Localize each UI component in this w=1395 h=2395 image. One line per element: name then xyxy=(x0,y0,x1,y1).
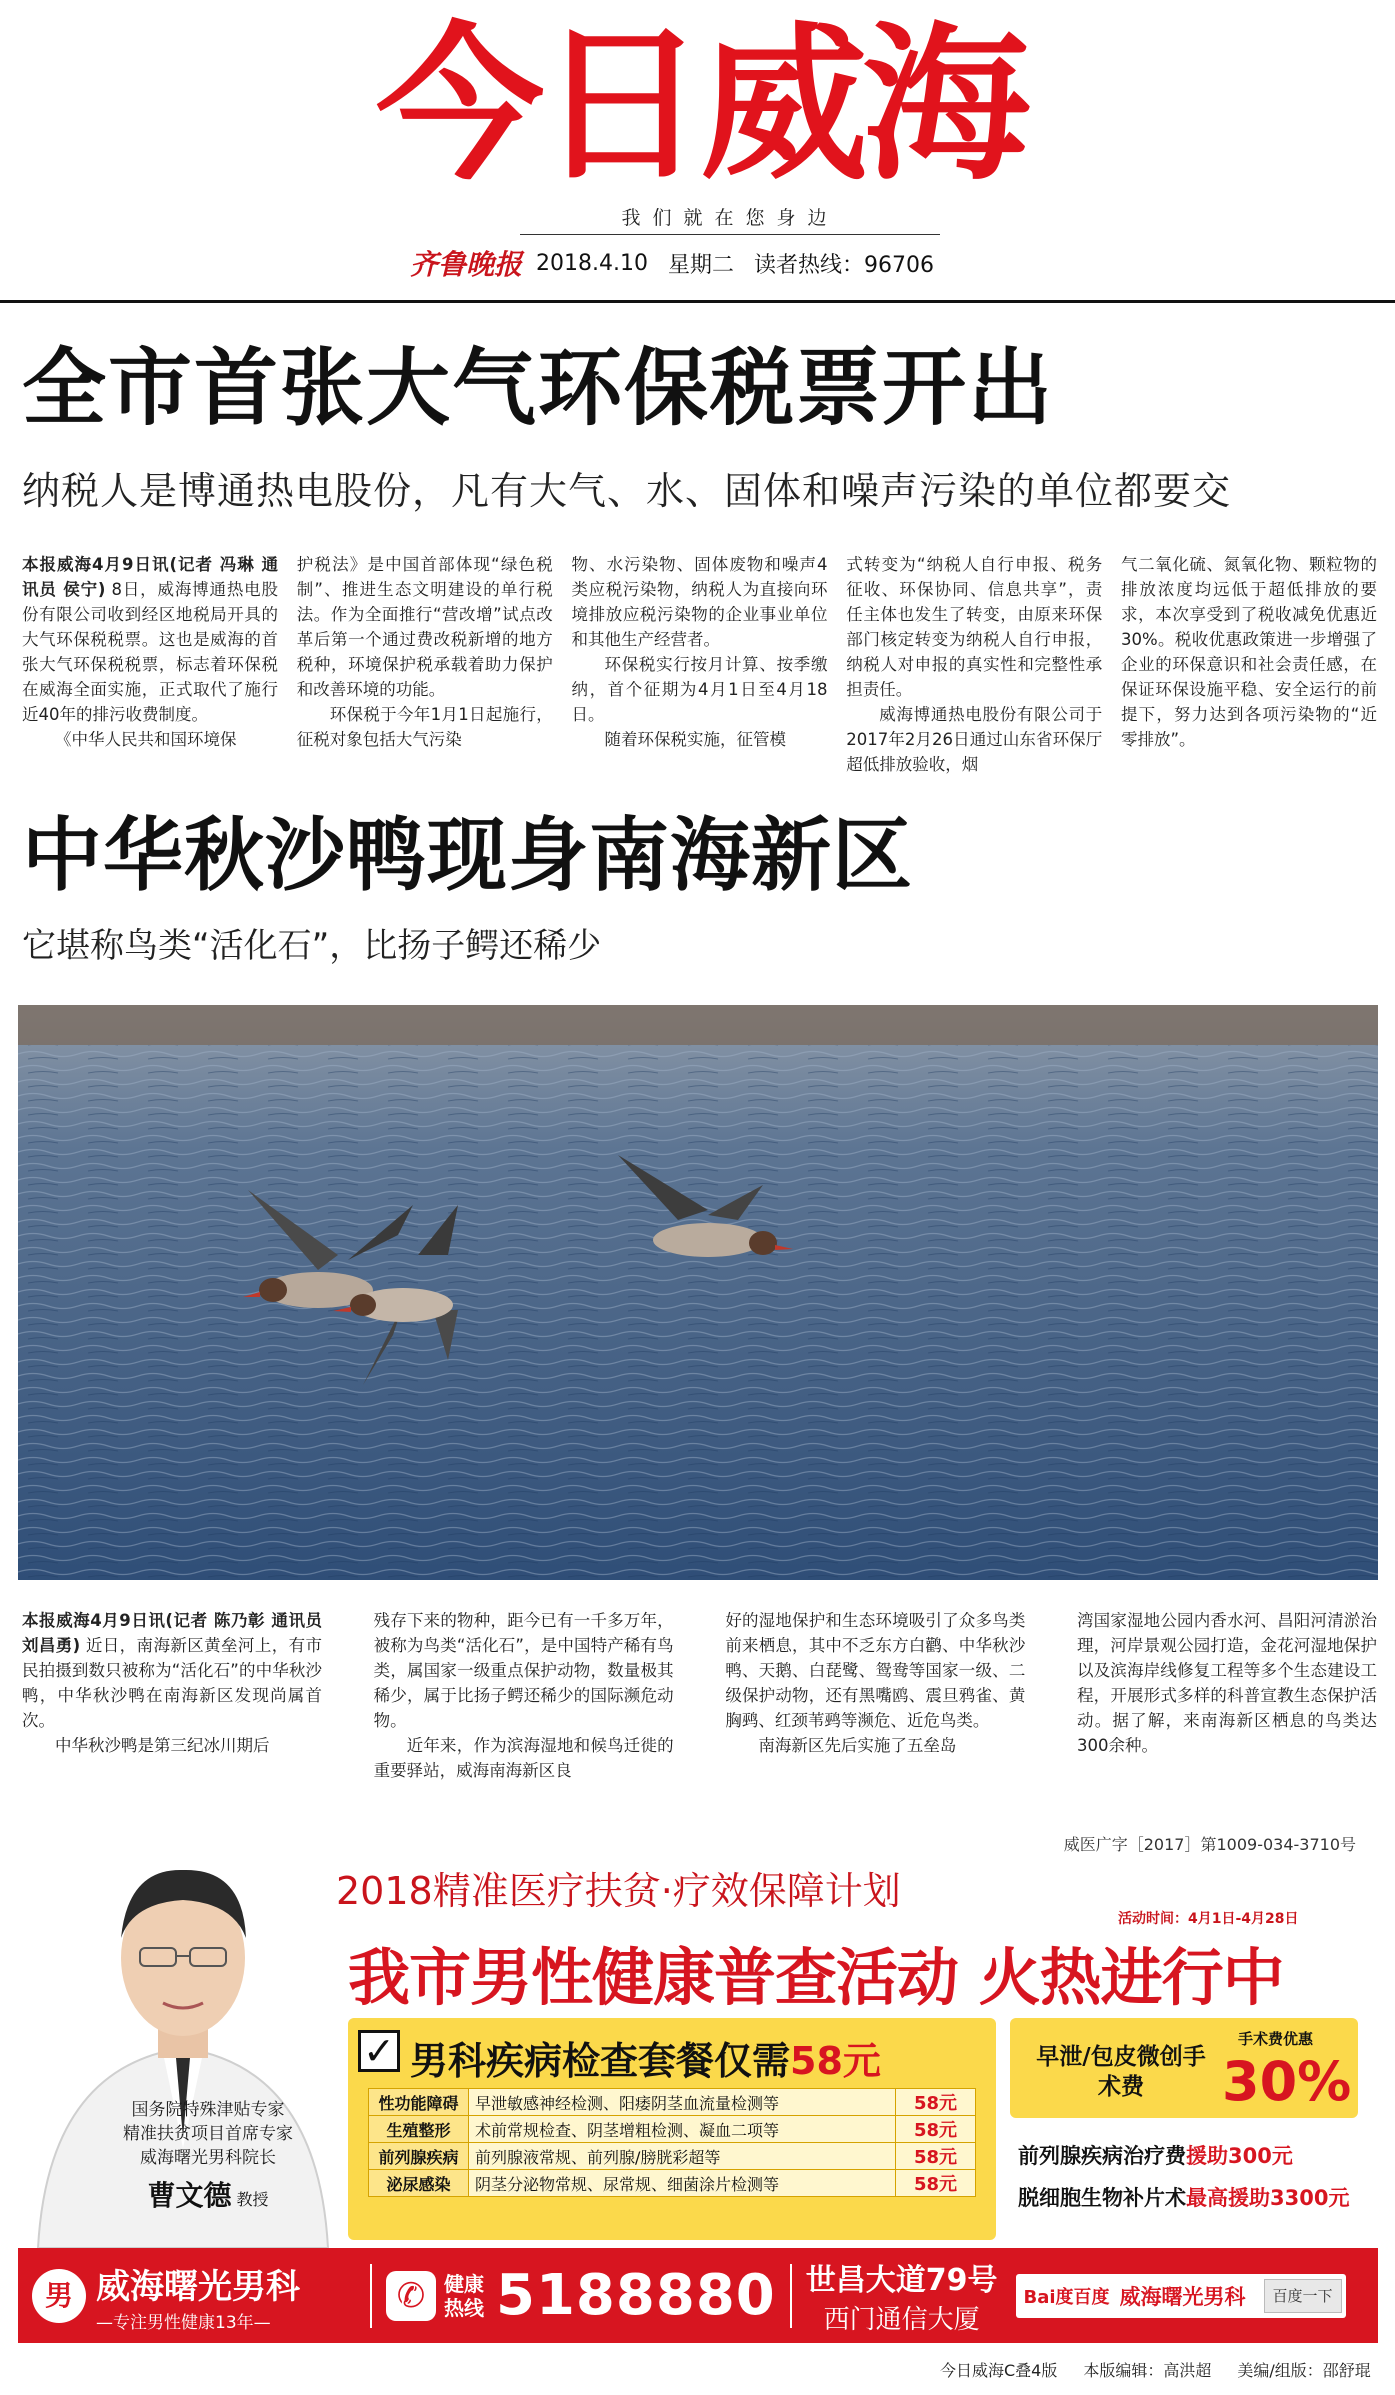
article2-body xyxy=(22,1608,1377,1808)
editor-credit: 本版编辑：高洪超 xyxy=(1083,2361,1212,2380)
hospital-identity xyxy=(96,2259,356,2333)
issue-line xyxy=(410,245,954,281)
ad-slogan: 2018精准医疗扶贫·疗效保障计划 xyxy=(336,1869,901,1913)
package-items: 前列腺液常规、前列腺/膀胱彩超等 xyxy=(469,2143,896,2170)
article1-paragraph: 随着环保税实施，征管模 xyxy=(604,730,786,749)
checkup-package-box xyxy=(348,2018,996,2240)
ad-period: 活动时间：4月1日-4月28日 xyxy=(1118,1911,1299,1927)
aid-amount: 最高援助3300元 xyxy=(1186,2186,1350,2210)
article1-headline: 全市首张大气环保税票开出 xyxy=(22,339,1055,437)
ad-license-number: 威医广字［2017］第1009-034-3710号 xyxy=(1063,1835,1356,1854)
doctor-caption xyxy=(88,2098,328,2214)
checkmark-icon: ✓ xyxy=(358,2030,400,2072)
package-title-text: 男科疾病检查套餐仅需 xyxy=(410,2039,791,2083)
baidu-search-box xyxy=(1016,2274,1346,2318)
article2-paragraph: 近年来，作为滨海湿地和候鸟迁徙的重要驿站，威海南海新区良 xyxy=(373,1736,674,1780)
article1-column-4 xyxy=(846,552,1102,772)
design-credit: 美编/组版：邵舒琨 xyxy=(1237,2361,1371,2380)
article2-dateline: 本报威海4月9日讯(记者 陈乃彰 通讯员 刘昌勇) xyxy=(22,1611,322,1655)
package-items: 术前常规检查、阴茎增粗检测、凝血二项等 xyxy=(469,2116,896,2143)
hospital-name: 威海曙光男科 xyxy=(96,2266,300,2307)
aid-label: 脱细胞生物补片术 xyxy=(1018,2186,1186,2210)
article2-paragraph: 湾国家湿地公园内香水河、昌阳河清淤治理，河岸景观公园打造，金花河湿地保护以及滨海岸线修复工程等多个生态建设工程，开展形式多样的科普宣教生态保护活动。据了解，来南海新区栖息的鸟类达300余种。 xyxy=(1076,1611,1377,1755)
hospital-logo: 男 xyxy=(32,2269,86,2323)
article2-column-4 xyxy=(1077,1608,1377,1808)
table-row xyxy=(369,2170,976,2197)
article1-column-3 xyxy=(572,552,828,772)
article2-column-1 xyxy=(22,1608,322,1808)
article1-dateline: 本报威海4月9日讯(记者 冯琳 通讯员 侯宁) xyxy=(22,555,278,599)
package-price: 58元 xyxy=(896,2116,976,2143)
article2-headline: 中华秋沙鸭现身南海新区 xyxy=(22,809,913,902)
article2-paragraph: 残存下来的物种，距今已有一千多万年，被称为鸟类“活化石”，是中国特产稀有鸟类，属国家一级重点保护动物，数量极其稀少，属于比扬子鳄还稀少的国际濒危动物。 xyxy=(373,1611,674,1730)
masthead-divider xyxy=(0,300,1395,303)
package-title xyxy=(410,2030,881,2085)
footer-divider xyxy=(790,2264,792,2328)
table-row xyxy=(369,2089,976,2116)
aid-offer xyxy=(1018,2182,1349,2212)
article1-column-1 xyxy=(22,552,278,772)
package-price: 58元 xyxy=(896,2170,976,2197)
article1-subheadline: 纳税人是博通热电股份，凡有大气、水、固体和噪声污染的单位都要交 xyxy=(22,469,1232,513)
article1-column-5 xyxy=(1121,552,1377,772)
issue-weekday: 星期二 xyxy=(667,252,734,278)
article2-paragraph: 中华秋沙鸭是第三纪冰川期后 xyxy=(55,1736,270,1755)
address-line: 世昌大道79号 xyxy=(805,2263,998,2298)
package-category: 泌尿感染 xyxy=(369,2170,469,2197)
doctor-title: 威海曙光男科院长 xyxy=(140,2148,276,2168)
edition-label: 今日威海C叠4版 xyxy=(940,2361,1058,2380)
issue-date: 2018.4.10 xyxy=(536,250,648,276)
hotline-number: 5188880 xyxy=(496,2263,776,2328)
footer-divider xyxy=(370,2264,372,2328)
surgery-discount: 30% xyxy=(1222,2050,1352,2113)
aid-label: 前列腺疾病治疗费 xyxy=(1018,2144,1186,2168)
doctor-title: 精准扶贫项目首席专家 xyxy=(123,2124,293,2144)
doctor-portrait xyxy=(18,1808,348,2248)
article1-paragraph: 《中华人民共和国环境保 xyxy=(55,730,237,749)
masthead-slogan: 我们就在您身边 xyxy=(520,203,940,235)
article1-body xyxy=(22,552,1377,772)
aid-amount: 援助300元 xyxy=(1186,2144,1293,2168)
article1-paragraph: 威海博通热电股份有限公司于2017年2月26日通过山东省环保厅超低排放验收，烟 xyxy=(846,705,1103,774)
ad-headline: 我市男性健康普查活动 火热进行中 xyxy=(348,1941,1284,2014)
package-category: 前列腺疾病 xyxy=(369,2143,469,2170)
hotline-label: 健康热线 xyxy=(444,2271,484,2320)
ad-footer-bar xyxy=(18,2248,1378,2343)
phone-icon: ✆ xyxy=(386,2271,436,2321)
doctor-name: 曹文德 xyxy=(147,2179,232,2212)
surgery-name: 早泄/包皮微创手术费 xyxy=(1036,2044,1206,2100)
package-items: 早泄敏感神经检测、阳痿阴茎血流量检测等 xyxy=(469,2089,896,2116)
doctor-title: 国务院特殊津贴专家 xyxy=(131,2100,285,2120)
article2-column-3 xyxy=(725,1608,1025,1808)
masthead-title: 今日威海 xyxy=(376,7,1024,203)
article1-column-2 xyxy=(297,552,553,772)
surgery-discount-label: 手术费优惠 xyxy=(1238,2030,1314,2048)
search-button: 百度一下 xyxy=(1264,2279,1342,2313)
address-line: 西门通信大厦 xyxy=(823,2305,980,2335)
article2-text: 近日，南海新区黄垒河上，有市民拍摄到数只被称为“活化石”的中华秋沙鸭，中华秋沙鸭在南海新区发现尚属首次。 xyxy=(22,1636,323,1730)
article2-column-2 xyxy=(374,1608,674,1808)
package-title-price: 58元 xyxy=(790,2039,881,2083)
flying-ducks-photo xyxy=(18,1005,1378,1580)
article2-paragraph: 好的湿地保护和生态环境吸引了众多鸟类前来栖息，其中不乏东方白鹳、中华秋沙鸭、天鹅、白琵鹭、鸳鸯等国家一级、二级保护动物，还有黑嘴鸥、震旦鸦雀、黄胸鹀、红颈苇鹀等濒危、近危鸟类。 xyxy=(725,1611,1026,1730)
hospital-tagline: —专注男性健康13年— xyxy=(96,2312,271,2333)
article1-paragraph: 护税法》是中国首部体现“绿色税制”、推进生态文明建设的单行税法。作为全面推行“营改增”试点改革后第一个通过费改税新增的地方税种，环境保护税承载着助力保护和改善环境的功能。 xyxy=(296,555,553,699)
article1-paragraph: 气二氧化硫、氮氧化物、颗粒物的排放浓度均远低于超低排放的要求，本次享受到了税收减免优惠近30%。税收优惠政策进一步增强了企业的环保意识和社会责任感，在保证环保设施平稳、安全运行的前提下，努力达到各项污染物的“近零排放”。 xyxy=(1121,555,1377,749)
table-row xyxy=(369,2143,976,2170)
article1-text: 8日，威海博通热电股份有限公司收到经区地税局开具的大气环保税税票。这也是威海的首张大气环保税税票，标志着环保税在威海全面实施，正式取代了施行近40年的排污收费制度。 xyxy=(22,580,278,724)
search-keyword: 威海曙光男科 xyxy=(1119,2284,1246,2309)
package-items: 阴茎分泌物常规、尿常规、细菌涂片检测等 xyxy=(469,2170,896,2197)
table-row xyxy=(369,2116,976,2143)
package-table xyxy=(368,2088,976,2197)
package-price: 58元 xyxy=(896,2143,976,2170)
article2-paragraph xyxy=(22,1608,322,1733)
baidu-logo: Bai度百度 xyxy=(1023,2286,1110,2308)
surgery-offer-box xyxy=(1010,2018,1358,2118)
package-price: 58元 xyxy=(896,2089,976,2116)
article2-subheadline: 它堪称鸟类“活化石”，比扬子鳄还稀少 xyxy=(22,926,602,966)
article2-paragraph: 南海新区先后实施了五垒岛 xyxy=(758,1736,957,1755)
package-category: 生殖整形 xyxy=(369,2116,469,2143)
article1-paragraph: 式转变为“纳税人自行申报、税务征收、环保协同、信息共享”，责任主体也发生了转变，由原来环保部门核定转变为纳税人自行申报，纳税人对申报的真实性和完整性承担责任。 xyxy=(846,555,1103,699)
article1-paragraph: 物、水污染物、固体废物和噪声4类应税污染物，纳税人为直接向环境排放应税污染物的企业事业单位和其他生产经营者。 xyxy=(571,555,828,649)
package-category: 性功能障碍 xyxy=(369,2089,469,2116)
article1-paragraph: 环保税实行按月计算、按季缴纳，首个征期为4月1日至4月18日。 xyxy=(571,655,828,724)
page-footer xyxy=(940,2358,1371,2381)
doctor-rank: 教授 xyxy=(236,2190,269,2209)
paper-brand-logo: 齐鲁晚报 xyxy=(410,248,523,281)
article1-paragraph xyxy=(22,552,278,727)
reader-hotline: 读者热线：96706 xyxy=(754,252,934,278)
article1-paragraph: 环保税于今年1月1日起施行，征税对象包括大气污染 xyxy=(296,705,553,749)
hospital-advertisement xyxy=(18,1808,1378,2343)
aid-offer xyxy=(1018,2140,1293,2170)
hospital-address xyxy=(806,2255,998,2336)
